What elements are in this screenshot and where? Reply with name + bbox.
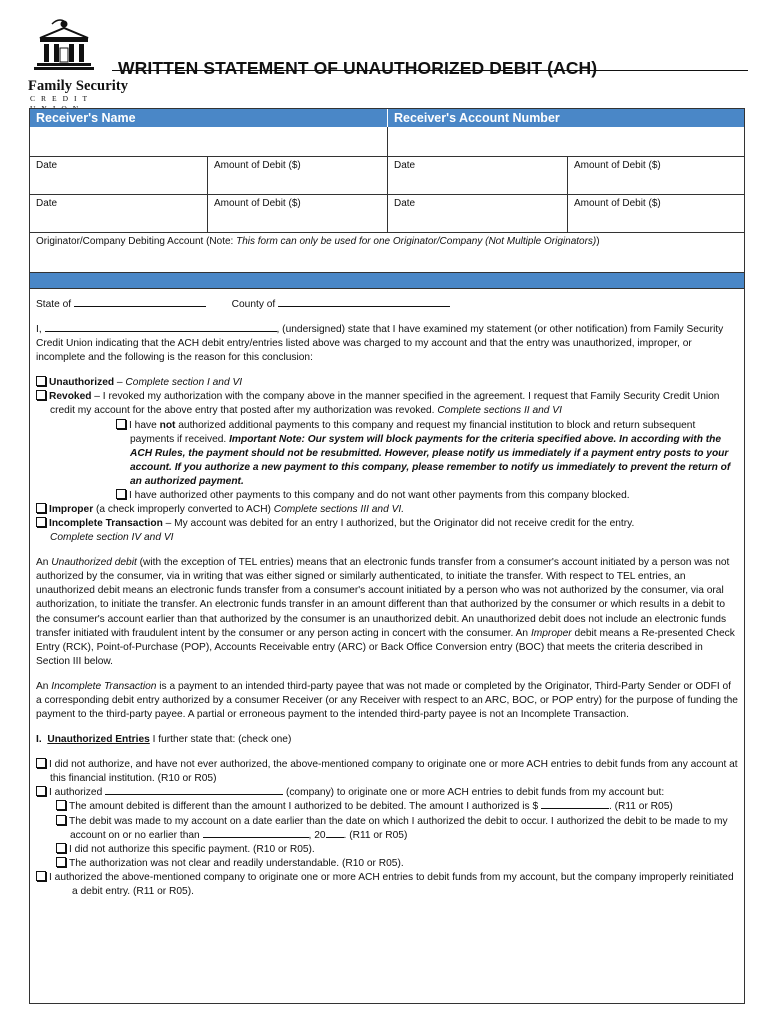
s1-sub-2: The debit was made to my account on a date earlier than the date on which I authorized the debit to occur. I authorized the debit to be made to my account on or no earlier than , 20 . (R11 or R05) (36, 815, 738, 843)
s1-sub3-checkbox[interactable] (56, 843, 66, 853)
receiver-input-row (30, 127, 744, 157)
unauthorized-definition: An Unauthorized debit (with the exception of TEL entries) means that an electronic funds transfer from a consumer's account initiated by a person was not authorized by the consumer, via in writing that was either signed or similarly authenticated, to initiate the transfer. With respect to TEL entries, an unauthorized debit means an electronic funds transfer from a consumer's account initiated by a person who was not authorized by the consumer, via oral authorization, to initiate the transfer. An electronic funds transfer in an amount different than that authorized by the consumer or which results in a debit to the consumer's account earlier than that authorized by the consumer is an unauthorized debit. An unauthorized debit does not include an electronic funds transfer initiated with fraudulent intent by the consumer or any person acting in concert with the consumer. An Improper debit means a Re-presented Check Entry (RCK), Point-of-Purchase (POP), Accounts Receivable entry (ARC) or Back Office Conversion entry (BOC) that meets the criteria described in Section III below. (36, 557, 735, 667)
bank-building-icon (34, 18, 94, 72)
amount-field[interactable]: Amount of Debit ($) (574, 198, 661, 209)
option-revoked: Revoked – I revoked my authorization with the company above in the manner specified in the agreement. I request that Family Security Credit Union credit my account for the above entry that posted after my authorization was revoked. Complete sections II and VI (36, 390, 738, 418)
statement-paragraph: I, , (undersigned) state that I have examined my statement (or other notification) from Family Security Credit Union indicating that the ACH debit entry/entries listed above was charged to my account and that the entry was unauthorized, improper, or incomplete and the following is the reason for this conclusion: (36, 324, 724, 364)
location-line (36, 298, 738, 312)
s1-sub4-checkbox[interactable] (56, 857, 66, 867)
originator-field[interactable]: Originator/Company Debiting Account (Note: This form can only be used for one Originator/Company (Not Multiple Originators)) (30, 233, 744, 273)
s1-sub-4: The authorization was not clear and readily understandable. (R10 or R05). (36, 857, 738, 871)
s1-opt1-checkbox[interactable] (36, 758, 46, 768)
originator-note: This form can only be used for one Originator/Company (Not Multiple Originators) (236, 236, 597, 247)
s1-option-2: I authorized (company) to originate one or more ACH entries to debit funds from my account but: (36, 786, 738, 800)
amount-field[interactable]: Amount of Debit ($) (208, 157, 388, 194)
s1-sub-3: I did not authorize this specific payment. (R10 or R05). (36, 843, 738, 857)
state-input[interactable] (74, 298, 206, 307)
state-label: State of (36, 299, 72, 310)
amount-field[interactable]: Amount of Debit ($) (208, 195, 388, 232)
form-title: WRITTEN STATEMENT OF UNAUTHORIZED DEBIT (ACH) (118, 58, 598, 78)
header (26, 14, 746, 104)
debit-row-2 (30, 195, 744, 233)
form-body (29, 108, 745, 1004)
date-field[interactable]: Date (388, 195, 568, 232)
option-improper: Improper (a check improperly converted to ACH) Complete sections III and VI. (36, 503, 738, 517)
important-note: Important Note: Our system will block payments for the criteria specified above. In according with the ACH Rules, the payment should not be resubmitted. However, please notify us immediately if a payment entry posts to your account. If you authorize a new payment to this company, please remember to notify us immediately to prevent the return of an authorized payment. (130, 433, 731, 487)
debit-row-1 (30, 157, 744, 195)
receiver-account-field[interactable] (388, 127, 744, 156)
receiver-header-bar (30, 109, 744, 127)
s1-sub1-checkbox[interactable] (56, 800, 66, 810)
have-authorized-checkbox[interactable] (116, 489, 126, 499)
date-field[interactable]: Date (30, 195, 208, 232)
authorized-year-input[interactable] (326, 829, 344, 838)
unauthorized-checkbox[interactable] (36, 376, 46, 386)
date-field[interactable]: Date (388, 157, 568, 194)
county-input[interactable] (278, 298, 450, 307)
s1-option-1: I did not authorize, and have not ever authorized, the above-mentioned company to originate one or more ACH entries to debit funds from any account at this financial institution. (R10 or R05) (36, 758, 738, 786)
brand-name: Family Security (28, 78, 129, 94)
authorized-amount-input[interactable] (541, 800, 609, 809)
option-unauthorized: Unauthorized – Complete section I and VI (36, 376, 738, 390)
statement-body (30, 298, 744, 899)
s1-sub2-checkbox[interactable] (56, 815, 66, 825)
improper-checkbox[interactable] (36, 503, 46, 513)
incomplete-definition: An Incomplete Transaction is a payment to an intended third-party payee that was not made or completed by the Originator, Third-Party Sender or ODFI of a corresponding debit entry authorized by a consumer Receiver (or any Receiver with respect to an ARC, BOC, or POP entry) for the purpose of funding the payment to the third-party payee. A partial or erroneous payment to the intended third-party payee is not an Incomplete Transaction. (36, 680, 738, 721)
s1-opt2-checkbox[interactable] (36, 786, 46, 796)
s1-opt3-checkbox[interactable] (36, 871, 46, 881)
originator-label: Originator/Company Debiting Account (Note: (36, 236, 237, 247)
incomplete-checkbox[interactable] (36, 517, 46, 527)
option-not-authorized: I have not authorized additional payments to this company and request my financial institution to block and return subsequent payments if received. Important Note: Our system will block payments for the criteria specified above. In according with the ACH Rules, the payment should not be resubmitted. However, please notify us immediately if a payment entry posts to your account. If you authorize a new payment to this company, please remember to notify us immediately to prevent the return of an authorized payment. (36, 419, 738, 489)
option-incomplete: Incomplete Transaction – My account was debited for an entry I authorized, but the Originator did not receive credit for the entry. Complete section IV and VI (36, 517, 738, 545)
undersigned-name-input[interactable] (45, 323, 277, 332)
receiver-name-label: Receiver's Name (30, 109, 388, 127)
amount-field[interactable]: Amount of Debit ($) (574, 160, 661, 171)
s1-option-3: I authorized the above-mentioned company to originate one or more ACH entries to debit funds from my account, but the company improperly reinitiated a debit entry. (R11 or R05). (36, 871, 738, 899)
receiver-name-field[interactable] (30, 127, 388, 156)
date-field[interactable]: Date (30, 157, 208, 194)
section-divider-bar (30, 273, 744, 289)
authorized-date-input[interactable] (203, 829, 309, 838)
section-1-heading: I. Unauthorized Entries I further state that: (check one) (36, 734, 292, 746)
option-have-authorized: I have authorized other payments to this company and do not want other payments from this company blocked. (36, 489, 738, 503)
receiver-account-label: Receiver's Account Number (394, 111, 560, 125)
revoked-checkbox[interactable] (36, 390, 46, 400)
brand-subtitle: CREDIT (30, 94, 93, 103)
not-authorized-checkbox[interactable] (116, 419, 126, 429)
s1-sub-1: The amount debited is different than the amount I authorized to be debited. The amount I authorized is $ . (R11 or R05) (36, 800, 738, 814)
county-label: County of (231, 299, 276, 310)
company-input[interactable] (105, 786, 283, 795)
